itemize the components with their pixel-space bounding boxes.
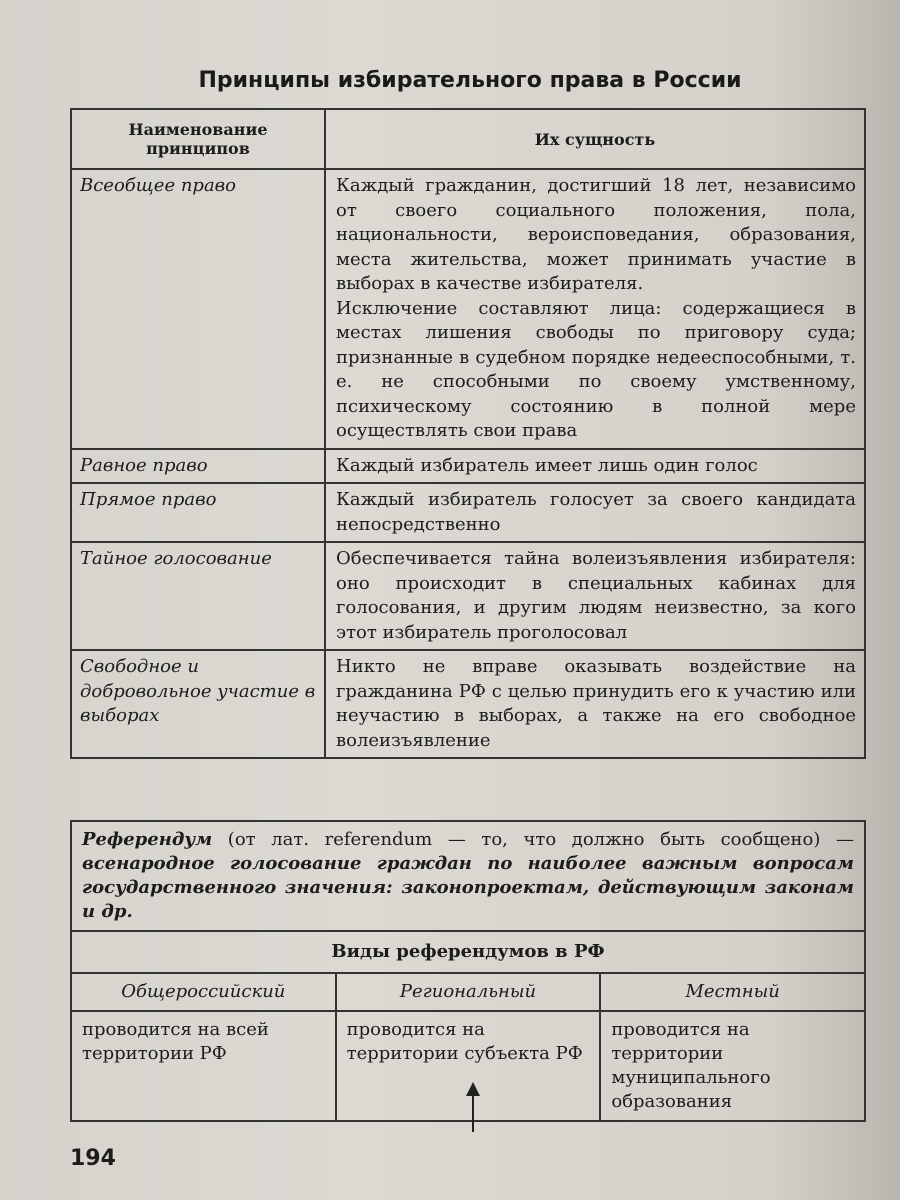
- header-principle-name: Наименование принципов: [71, 109, 325, 169]
- referendum-etymology: (от лат. referendum — то, что должно быть сообщено) —: [212, 829, 854, 850]
- kind-description: проводится на территории муниципального образования: [600, 1011, 865, 1121]
- kind-description: проводится на территории субъекта РФ: [336, 1011, 601, 1121]
- principle-essence-text: Каждый гражданин, достигший 18 лет, независимо от своего социального положения, пола, национальности, вероисповедания, образования, места жительства, может принимать участие в выборах в качестве избирателя.: [336, 175, 856, 294]
- referendum-definition-text: всенародное голосование граждан по наиболее важным вопросам государственного значения: законопроектам, действующим законам и др.: [82, 853, 854, 922]
- principle-essence: Никто не вправе оказывать воздействие на гражданина РФ с целью принудить его к участию или неучастию в выборах, а также на его свободное волеизъявление: [325, 650, 865, 758]
- referendum-definition: [71, 821, 865, 931]
- principle-name: Свободное и добровольное участие в выборах: [71, 650, 325, 758]
- referendum-table: [70, 820, 866, 1122]
- table-row: [71, 483, 865, 542]
- table-row: [71, 449, 865, 484]
- principle-essence-exception: Исключение составляют лица: содержащиеся в местах лишения свободы по приговору суда; признанные в судебном порядке недееспособными, т. е. не способными по своему умственному, психическому состоянию в полной мере осуществлять свои права: [336, 297, 856, 441]
- table-row: [71, 650, 865, 758]
- definition-row: [71, 821, 865, 931]
- page-title: Принципы избирательного права в России: [198, 68, 742, 93]
- header-essence: Их сущность: [325, 109, 865, 169]
- referendum-term: Референдум: [82, 829, 213, 850]
- principle-name: Тайное голосование: [71, 542, 325, 650]
- principle-name: Всеобщее право: [71, 169, 325, 449]
- principle-essence: [325, 169, 865, 449]
- table-row: [71, 169, 865, 449]
- principle-name: Прямое право: [71, 483, 325, 542]
- kind-title: Местный: [600, 973, 865, 1011]
- principle-essence: Обеспечивается тайна волеизъявления избирателя: оно происходит в специальных кабинах для голосования, и другим людям неизвестно, за кого этот избиратель проголосовал: [325, 542, 865, 650]
- principle-name: Равное право: [71, 449, 325, 484]
- referendum-kinds-title: Виды референдумов в РФ: [71, 931, 865, 973]
- principles-table: [70, 108, 866, 759]
- up-arrow-icon: [463, 1082, 483, 1132]
- principle-essence: Каждый избиратель голосует за своего кандидата непосредственно: [325, 483, 865, 542]
- table-header-row: [71, 109, 865, 169]
- principle-essence: Каждый избиратель имеет лишь один голос: [325, 449, 865, 484]
- page-number: 194: [70, 1146, 116, 1171]
- kinds-title-row: [71, 973, 865, 1011]
- kind-description: проводится на всей территории РФ: [71, 1011, 336, 1121]
- kinds-header-row: [71, 931, 865, 973]
- table-row: [71, 542, 865, 650]
- kind-title: Общероссийский: [71, 973, 336, 1011]
- kind-title: Региональный: [336, 973, 601, 1011]
